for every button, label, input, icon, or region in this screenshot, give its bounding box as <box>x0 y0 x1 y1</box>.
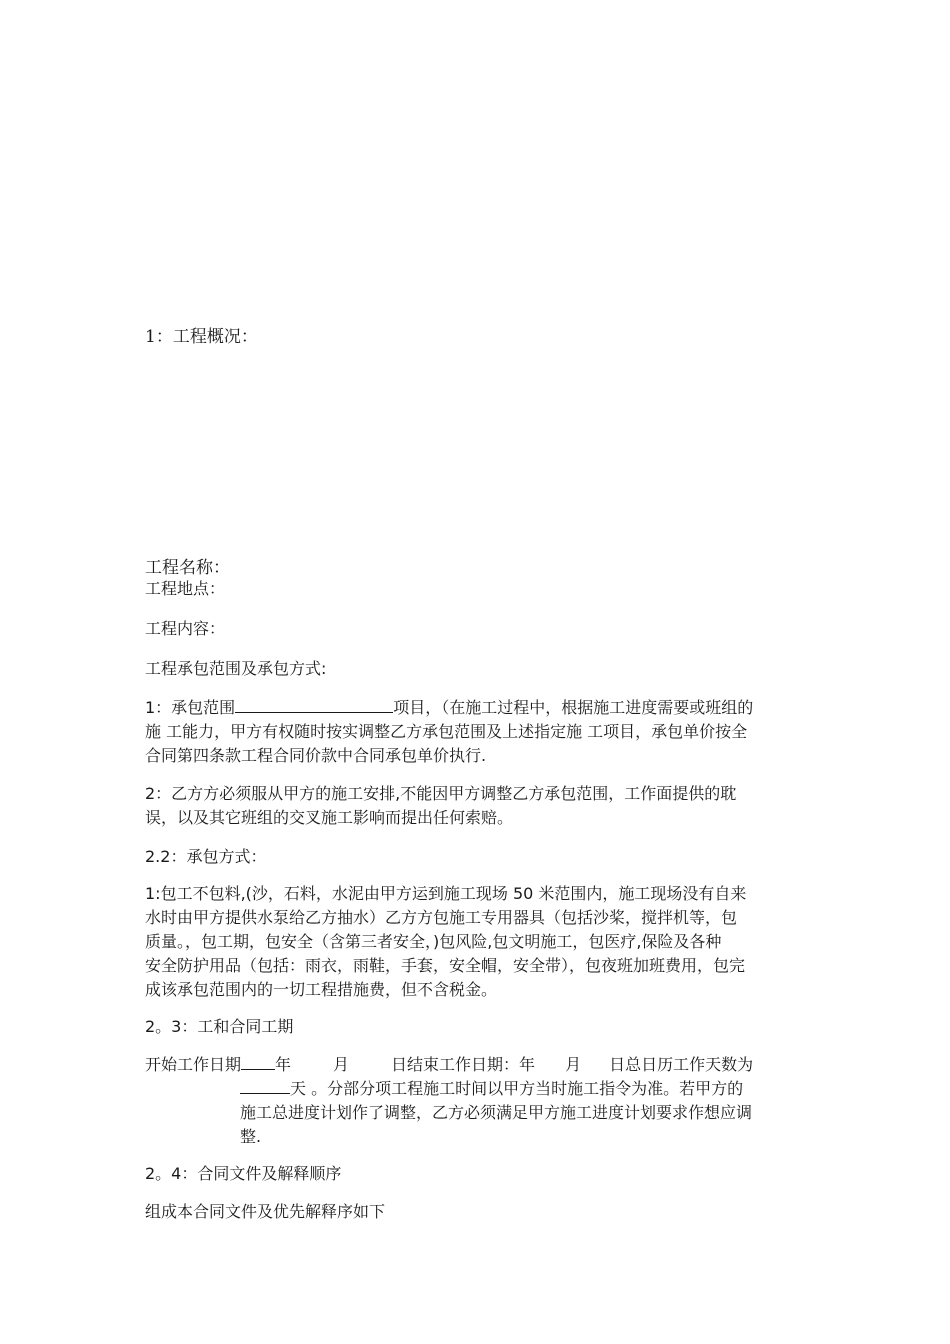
method-line4: 安全防护用品（包括：雨衣，雨鞋，手套，安全帽，安全带），包夜班加班费用，包完 <box>145 956 746 975</box>
start-year-label: 年 <box>275 1055 292 1074</box>
clause-obedience <box>145 782 805 830</box>
days-suffix: 天 。分部分项工程施工时间以甲方当时施工指令为准。若甲方的 <box>290 1079 744 1098</box>
clause-scope-prefix: 1：承包范围 <box>145 698 236 717</box>
scope-blank <box>235 696 393 713</box>
method-line3: 质量。，包工期，包安全（含第三者安全，)包风险,包文明施工，包医疗,保险及各种 <box>145 932 722 951</box>
schedule-clause <box>145 1053 805 1149</box>
start-month-label: 月 <box>333 1055 350 1074</box>
project-location-label: 工程地点： <box>145 579 226 598</box>
clause-obedience-line1: 2：乙方方必须服从甲方的施工安排,不能因甲方调整乙方承包范围，工作面提供的耽 <box>145 784 737 803</box>
section-2-4-heading: 2。4：合同文件及解释顺序 <box>145 1164 342 1183</box>
method-labor-only <box>145 882 805 1002</box>
method-line5: 成该承包范围内的一切工程措施费，但不含税金。 <box>145 980 498 999</box>
total-days-blank <box>240 1077 290 1094</box>
method-line1: 1:包工不包料,(沙，石料，水泥由甲方运到施工现场 50 米范围内，施工现场没有自来 <box>145 884 747 903</box>
clause-scope <box>145 696 805 768</box>
section-heading-overview: 1：工程概况： <box>145 327 258 347</box>
clause-scope-line1: 项目，（在施工过程中，根据施工进度需要或班组的 <box>393 698 754 717</box>
schedule-line4: 整. <box>240 1127 262 1146</box>
end-date-label: 日结束工作日期：年 <box>391 1055 536 1074</box>
total-days-label: 日总日历工作天数为 <box>609 1055 754 1074</box>
project-name-label: 工程名称： <box>145 558 230 578</box>
clause-obedience-line2: 误，以及其它班组的交叉施工影响而提出任何索赔。 <box>145 808 514 827</box>
project-content-label: 工程内容： <box>145 619 226 638</box>
method-line2: 水时由甲方提供水泵给乙方抽水）乙方方包施工专用器具（包括沙桨，搅拌机等，包 <box>145 908 738 927</box>
scope-method-label: 工程承包范围及承包方式: <box>145 659 327 678</box>
start-year-blank <box>241 1053 275 1070</box>
end-month-label: 月 <box>565 1055 582 1074</box>
contract-docs-intro: 组成本合同文件及优先解释序如下 <box>145 1202 386 1221</box>
start-date-label: 开始工作日期 <box>145 1055 242 1074</box>
section-2-2-heading: 2.2：承包方式： <box>145 847 267 866</box>
schedule-line3: 施工总进度计划作了调整，乙方必须满足甲方施工进度计划要求作想应调 <box>240 1103 753 1122</box>
clause-scope-line3: 合同第四条款工程合同价款中合同承包单价执行. <box>145 746 487 765</box>
section-2-3-heading: 2。3：工和合同工期 <box>145 1017 294 1036</box>
clause-scope-line2: 施 工能力，甲方有权随时按实调整乙方承包范围及上述指定施 工项目，承包单价按全 <box>145 722 748 741</box>
